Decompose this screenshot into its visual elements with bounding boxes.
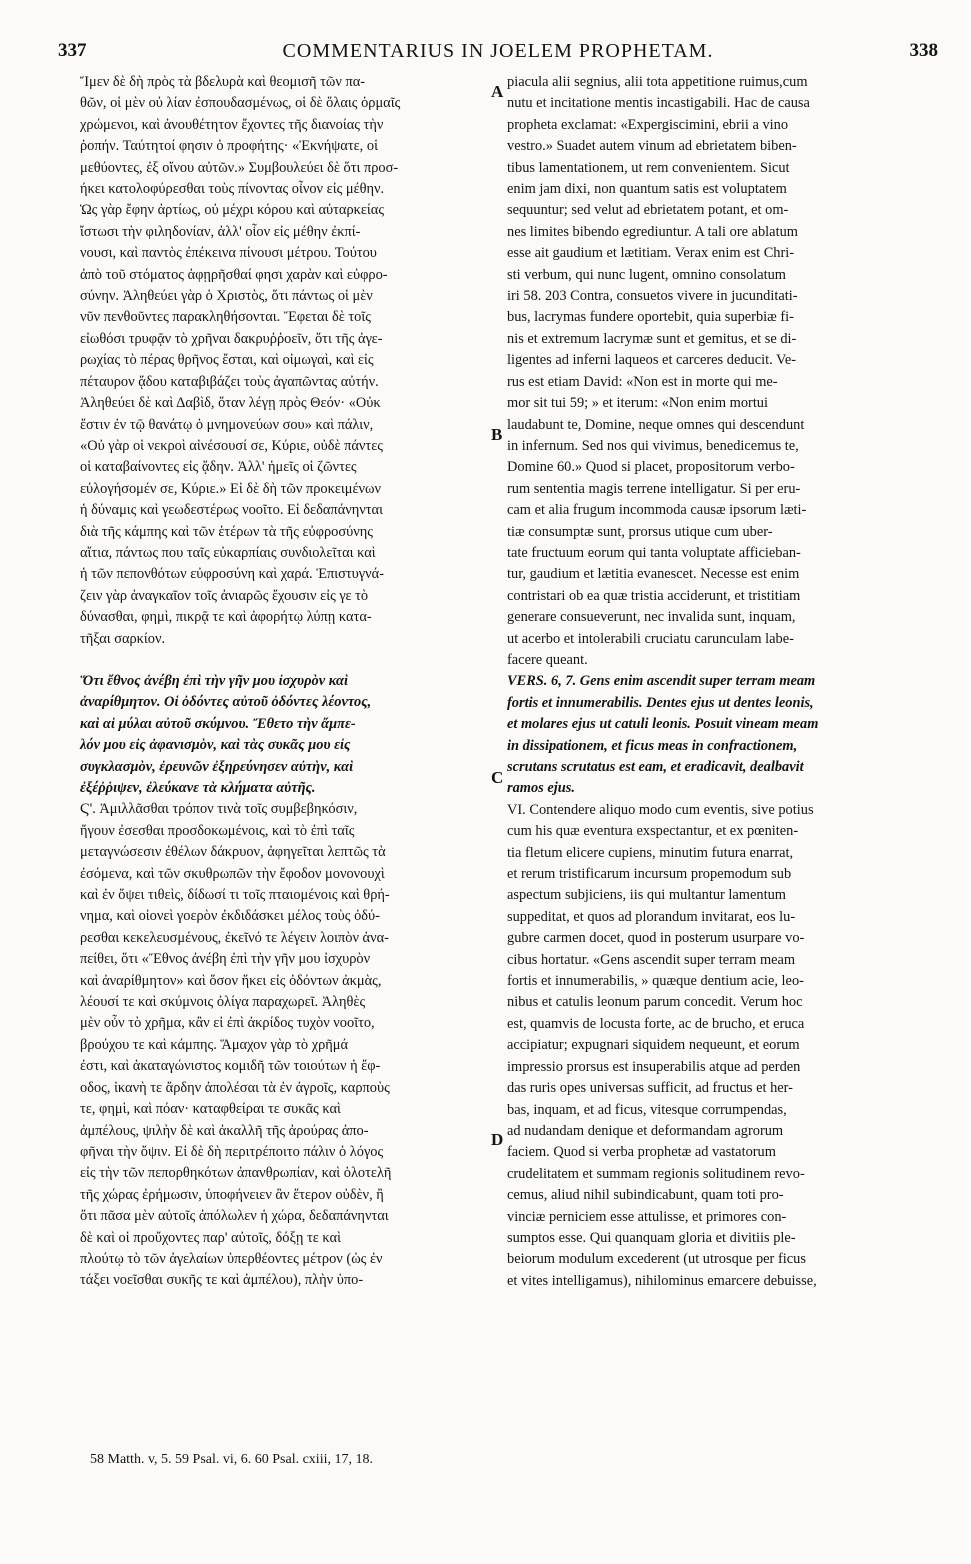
latin-commentary-line: beiorum modulum excederent (ut utrosque per ficus xyxy=(507,1251,806,1268)
latin-text-line: facere queant. xyxy=(507,651,588,668)
greek-commentary-line: ἤγουν ἐσεσθαι προσδοκωμένοις, καὶ τὸ ἐπὶ ταῖς xyxy=(80,822,355,839)
latin-verse-line: ramos ejus. xyxy=(507,780,575,797)
latin-text-line: tibus lamentationem, ut rem convenientem. Sicut xyxy=(507,159,790,176)
greek-commentary-line: βρούχου τε καὶ κάμπης. Ἅμαχον γὰρ τὸ χρῆμά xyxy=(80,1036,349,1053)
greek-verse-line: Ὅτι ἔθνος ἀνέβη ἐπὶ τὴν γῆν μου ἰσχυρὸν καὶ xyxy=(80,672,349,689)
latin-text-line: rum sententia magis terrene intelligatur. Si per eru- xyxy=(507,480,801,497)
latin-text-line: nutu et incitatione mentis incastigabili. Hac de causa xyxy=(507,95,810,112)
latin-text-line: propheta exclamat: «Expergiscimini, ebrii a vino xyxy=(507,116,789,133)
latin-commentary-line: bas, inquam, et ad ficus, vitesque corrumpendas, xyxy=(507,1101,787,1118)
greek-text-line: νῦν πενθοῦντες παρακληθήσονται. Ἔφεται δὲ τοῖς xyxy=(80,309,371,326)
latin-text-line: iri 58. 203 Contra, consuetos vivere in jucunditati- xyxy=(507,288,798,305)
latin-commentary-line: gubre carmen docet, quod in posterum usurpare vo- xyxy=(507,930,805,947)
latin-commentary-line: faciem. Quod si verba prophetæ ad vastatorum xyxy=(507,1144,776,1161)
greek-commentary-line: λέουσί τε καὶ σκύμνοις ὀλίγα παραχωρεῖ. Ἀληθὲς xyxy=(80,994,366,1011)
latin-text-line: mor sit tui 59; » et iterum: «Non enim mortui xyxy=(507,395,769,412)
latin-commentary-line: et vites intelligamus), nihilominus emarcere debuisse, xyxy=(507,1272,817,1289)
latin-text-line: sti verbum, qui nunc lugent, omnino consolatum xyxy=(507,266,786,283)
greek-commentary-line: ἀμπέλους, ψιλὴν δὲ καὶ ἀκαλλῆ τῆς ἀρούρας ἀπο- xyxy=(80,1122,369,1139)
greek-commentary-line: καὶ ἀναρίθμητον» καὶ ὅσον ἥκει εἰς ὀδόντων ἀκμὰς, xyxy=(80,972,382,989)
latin-text-line: tiæ consumptæ sunt, prorsus utique cum uber- xyxy=(507,523,773,540)
latin-commentary-line: aspectum subjiciens, iis qui multantur lamentum xyxy=(507,887,786,904)
greek-text-line: ἔστιν ἐν τῷ θανάτῳ ὁ μνημονεύων σου» καὶ πάλιν, xyxy=(80,416,374,433)
greek-commentary-line: πείθει, ὅτι «Ἔθνος ἀνέβη ἐπὶ τὴν γῆν μου ἰσχυρὸν xyxy=(80,951,371,968)
greek-text-line: ῥοπήν. Ταύτητοί φησιν ὁ προφήτης· «Ἐκνήψατε, οἱ xyxy=(80,138,378,155)
greek-commentary-line: τῆς χώρας ἐρήμωσιν, ὑποφήνειεν ἂν ἕτερον οὐδὲν, ἢ xyxy=(80,1186,384,1203)
footnotes: 58 Matth. v, 5. 59 Psal. vi, 6. 60 Psal. cxiii, 17, 18. xyxy=(90,1452,373,1467)
latin-text-line: Domine 60.» Quod si placet, propositorum verbo- xyxy=(507,459,795,476)
greek-commentary-line: καὶ ἐν ὄψει τιθεὶς, δίδωσί τι τοῖς πταιομένοις καὶ θρή- xyxy=(80,887,390,904)
latin-text-line: ligentes ad inferni laqueos et carceres deducit. Ve- xyxy=(507,352,797,369)
latin-commentary-line: cemus, aliud nihil subindicabunt, quam toti pro- xyxy=(507,1187,784,1204)
greek-text-line: ἡ δύναμις καὶ γεωδεστέρως νοοῖτο. Εἰ δεδαπάνηνται xyxy=(80,502,383,519)
greek-text-line: θῶν, οἱ μὲν οὐ λίαν ἐσπουδασμένως, οἱ δὲ ὅλαις ὁρμαῖς xyxy=(80,95,401,112)
greek-commentary-line: οδος, ἱκανὴ τε ἄρδην ἀπολέσαι τὰ ἐν ἀγροῖς, καρποὺς xyxy=(80,1079,390,1096)
latin-commentary-line: tia fletum elicere cupiens, minutim futura enarrat, xyxy=(507,844,794,861)
latin-text-line: enim jam dixi, non quantum satis est voluptatem xyxy=(507,181,787,198)
greek-commentary-line: ἐστι, καὶ ἀκαταγώνιστος κομιδῆ τῶν τοιούτων ἡ ἔφ- xyxy=(80,1058,381,1075)
greek-commentary-line: ρεσθαι κεκελευσμένους, ἐκεῖνό τε λέγειν λοιπὸν ἀνα- xyxy=(80,929,389,946)
margin-marker-c: C xyxy=(491,768,504,787)
greek-text-line: Ὡς γὰρ ἔφην ἀρτίως, οὐ μέχρι κόρου καὶ αὐταρκείας xyxy=(80,202,385,219)
latin-commentary-line: crudelitatem et summam regionis solitudinem revo- xyxy=(507,1165,805,1182)
greek-text-line: δύνασθαι, φημὶ, πικρᾷ τε καὶ ἀφορήτῳ λύπῃ κατα- xyxy=(80,609,372,626)
running-title: COMMENTARIUS IN JOELEM PROPHETAM. xyxy=(282,40,714,62)
greek-text-line: μεθύοντες, ἐξ οἴνου αὐτῶν.» Συμβουλεύει δὲ ὅτι προσ- xyxy=(80,159,399,176)
greek-verse-line: καὶ αἱ μύλαι αὐτοῦ σκύμνου. Ἔθετο τὴν ἄμπε- xyxy=(80,715,356,732)
greek-text-line: χρώμενοι, καὶ ἀνουθέτητον ἔχοντες τῆς διανοίας τὴν xyxy=(80,116,384,133)
greek-commentary-line: πλούτῳ τὸ τῶν ἀγελαίων ὑπερθέοντες μέτρον (ὡς ἐν xyxy=(80,1250,383,1267)
latin-commentary-line: VI. Contendere aliquo modo cum eventis, sive potius xyxy=(507,801,814,818)
latin-commentary-line: fortis et innumerabilis, » quæque dentium acie, leo- xyxy=(507,973,804,990)
latin-commentary-line: suppeditat, et quos ad plorandum invitarat, eos lu- xyxy=(507,908,796,925)
latin-text-line: cam et alia frugum incommoda causæ ipsorum læti- xyxy=(507,502,807,519)
latin-text-line: nis et extremum lacrymæ sunt et gemitus, et se di- xyxy=(507,330,797,347)
latin-column xyxy=(507,72,917,1289)
latin-text-line: generare consueverunt, nec invalida sunt, inquam, xyxy=(507,609,796,626)
greek-verse-line: ἀναρίθμητον. Οἱ ὀδόντες αὐτοῦ ὀδόντες λέοντος, xyxy=(80,694,372,711)
latin-text-line: tur, gaudium et lætitia evanescet. Necesse est enim xyxy=(507,566,800,583)
page-number-left: 337 xyxy=(58,40,87,61)
greek-text-line: εἰωθόσι τρυφᾷν τὸ χρῆναι δακρυῤῥοεῖν, ὅτι τῆς ἀγε- xyxy=(80,330,383,347)
greek-text-line: σύνην. Ἀληθεύει γὰρ ὁ Χριστὸς, ὅτι πάντως οἱ μὲν xyxy=(80,288,373,305)
latin-commentary-line: cum his quæ eventura exspectantur, et ex pœniten- xyxy=(507,823,799,840)
greek-text-line: ζειν γὰρ ἀναγκαῖον τοῖς ἀνιαρῶς ἔχουσιν εἰς γε τὸ xyxy=(80,587,369,604)
latin-text-line: laudabunt te, Domine, neque omnes qui descendunt xyxy=(507,416,805,433)
latin-verse-line: fortis et innumerabilis. Dentes ejus ut dentes leonis, xyxy=(507,694,814,711)
latin-verse-line: et molares ejus ut catuli leonis. Posuit vineam meam xyxy=(507,716,819,733)
latin-text-line: in infernum. Sed nos qui vivimus, benedicemus te, xyxy=(507,437,799,454)
latin-text-line: rus est etiam David: «Non est in morte qui me- xyxy=(507,373,778,390)
latin-commentary-line: cibus hortatur. «Gens ascendit super terram meam xyxy=(507,951,796,968)
greek-verse-line: ἐξέῤῥιψεν, ἐλεύκανε τὰ κλήματα αὐτῆς. xyxy=(80,780,316,796)
greek-commentary-line: ἐσόμενα, καὶ τῶν σκυθρωπῶν τὴν ἔφοδον μονονουχὶ xyxy=(80,865,385,882)
page-header xyxy=(58,40,938,70)
greek-verse-line: συγκλασμὸν, ἐρευνῶν ἐξηρεύνησεν αὐτὴν, καὶ xyxy=(80,758,354,775)
greek-commentary-line: μὲν οὖν τὸ χρῆμα, κἂν εἰ ἐπὶ ἀκρίδος τυχὸν νοοῖτο, xyxy=(80,1015,375,1032)
greek-commentary-line: ὅτι πᾶσα μὲν αὐτοῖς ἀπόλωλεν ἡ χώρα, δεδαπάνηνται xyxy=(80,1208,389,1225)
greek-commentary-line: νημα, καὶ οἱονεὶ γοερὸν ἐκδιδάσκει μέλος τοὺς ὀδύ- xyxy=(80,908,380,925)
latin-text-line: vestro.» Suadet autem vinum ad ebrietatem biben- xyxy=(507,138,797,155)
greek-commentary-line: μεταγνώσεσιν ἐθέλων δάκρυον, ἀφηγεῖται λεπτῶς τὰ xyxy=(80,844,386,861)
greek-commentary-line: φῆναι τὴν ὄψιν. Εἰ δὲ δὴ περιτρέποιτο πάλιν ὁ λόγος xyxy=(80,1143,384,1160)
latin-commentary-line: das ruris opes universas sufficit, ad fructus et her- xyxy=(507,1080,793,1097)
greek-commentary-line: δὲ καὶ οἱ προὔχοντες παρ' αὐτοῖς, δόξῃ τε καὶ xyxy=(80,1229,341,1246)
greek-commentary-line: εἰς τὴν τῶν πεπορθηκότων ἀπανθρωπίαν, καὶ ὁλοτελῆ xyxy=(80,1165,392,1182)
greek-text-line: νουσι, καὶ παντὸς ἐπέκεινα πίνουσι μέτρου. Τούτου xyxy=(80,245,377,262)
page-number-right: 338 xyxy=(909,40,938,61)
greek-text-line: ἡ τῶν πεπονθότων εὐφροσύνη καὶ χαρά. Ἐπιστυγνά- xyxy=(80,566,384,583)
latin-text-line: nes limites bibendo egrediuntur. A tali ore ablatum xyxy=(507,223,798,240)
latin-text-line: esse ait gaudium et lætitiam. Verax enim est Chri- xyxy=(507,245,795,262)
greek-commentary-line: τε, φημὶ, καὶ πόαν· καταφθείραι τε συκᾶς καὶ xyxy=(80,1101,341,1118)
latin-text-line: tate fructuum eorum qui tanta voluptate afficieban- xyxy=(507,544,801,561)
latin-verse-line: in dissipationem, et ficus meas in confractionem, xyxy=(507,737,798,754)
latin-text-line: contristari ob ea quæ tristia acciderunt, et tristitiam xyxy=(507,587,801,604)
latin-text-line: sequuntur; sed velut ad ebrietatem potant, et om- xyxy=(507,202,789,219)
greek-text-line: ρωχίας τὸ πέρας θρῆνος ἔσται, καὶ οἰμωγαὶ, καὶ εἰς xyxy=(80,352,374,369)
greek-text-line: Ἀληθεύει δὲ καὶ Δαβὶδ, ὅταν λέγῃ πρὸς Θεόν· «Οὐκ xyxy=(80,395,381,412)
latin-verse-line: scrutans scrutatus est eam, et eradicavit, dealbavit xyxy=(507,759,804,775)
greek-text-line: ήκει κατολοφύρεσθαι τοὺς πίνοντας οἶνον εἰς μέθην. xyxy=(80,181,385,198)
greek-column xyxy=(80,72,488,1289)
greek-text-line: ἴστωσι τὴν φιληδονίαν, ἀλλ' οἷον εἰς μέθην ἐκπί- xyxy=(80,223,361,240)
latin-commentary-line: ad nudandam denique et deformandam agrorum xyxy=(507,1122,784,1139)
greek-text-line: εὐλογήσομέν σε, Κύριε.» Εἰ δὲ δὴ τῶν προκειμένων xyxy=(80,480,382,497)
latin-commentary-line: et rerum tristificarum incursum propemodum sub xyxy=(507,866,792,883)
greek-text-line: αἴτια, πάντως που ταῖς εὐκαρπίαις συνδιολεῖται καὶ xyxy=(80,544,376,561)
latin-text-line: bus, lacrymas fundere oportebit, quia superbiæ fi- xyxy=(507,309,794,326)
latin-commentary-line: est, quamvis de locusta forte, ac de brucho, et eruca xyxy=(507,1015,805,1032)
greek-text-line: διὰ τῆς κάμπης καὶ τῶν ἑτέρων τὰ τῆς εὐφροσύνης xyxy=(80,523,373,540)
greek-text-line: οἱ καταβαίνοντες εἰς ᾅδην. Ἀλλ' ἡμεῖς οἱ ζῶντες xyxy=(80,459,357,476)
greek-verse-line: λόν μου εἰς ἀφανισμὸν, καὶ τὰς συκᾶς μου εἰς xyxy=(80,737,351,754)
margin-marker-d: D xyxy=(491,1130,504,1149)
latin-commentary-line: impressio prorsus est insuperabilis atque ad perden xyxy=(507,1058,801,1075)
greek-text-line: πέταυρον ᾅδου καταβιβάζει τοὺς ἀγαπῶντας αὐτήν. xyxy=(80,373,379,390)
margin-marker-b: B xyxy=(491,425,503,444)
greek-text-line: τῆξαι σαρκίον. xyxy=(80,630,166,647)
greek-text-line: Ἴμεν δὲ δὴ πρὸς τὰ βδελυρὰ καὶ θεομισῆ τῶν πα- xyxy=(80,74,366,90)
latin-text-line: ut acerbo et intolerabili cruciatu carunculam labe- xyxy=(507,630,794,647)
latin-commentary-line: sumptos esse. Qui quanquam gloria et divitiis ple- xyxy=(507,1229,796,1246)
greek-text-line: «Οὐ γὰρ οἱ νεκροὶ αἰνέσουσί σε, Κύριε, οὐδὲ πάντες xyxy=(80,437,383,454)
latin-commentary-line: nibus et catulis leonum parum concedit. Verum hoc xyxy=(507,994,803,1011)
margin-marker-a: A xyxy=(491,82,504,101)
greek-commentary-line: Ϛ'. Ἀμιλλᾶσθαι τρόπον τινὰ τοῖς συμβεβηκόσιν, xyxy=(80,801,358,818)
latin-verse-line: VERS. 6, 7. Gens enim ascendit super terram meam xyxy=(507,673,816,690)
paragraph-gap xyxy=(80,650,488,671)
greek-commentary-line: τάξει νοεῖσθαι συκῆς τε καὶ ἀμπέλου), πλὴν ὑπο- xyxy=(80,1272,364,1289)
latin-commentary-line: vinciæ perniciem esse attulisse, et primores con- xyxy=(507,1208,787,1225)
greek-text-line: ἀπὸ τοῦ στόματος ἀφῃρῆσθαί φησι χαρὰν καὶ εὐφρο- xyxy=(80,266,388,283)
latin-text-line: piacula alii segnius, alii tota appetitione ruimus,cum xyxy=(507,74,808,90)
latin-commentary-line: accipiatur; expugnari siquidem nequeunt, et eorum xyxy=(507,1037,800,1054)
